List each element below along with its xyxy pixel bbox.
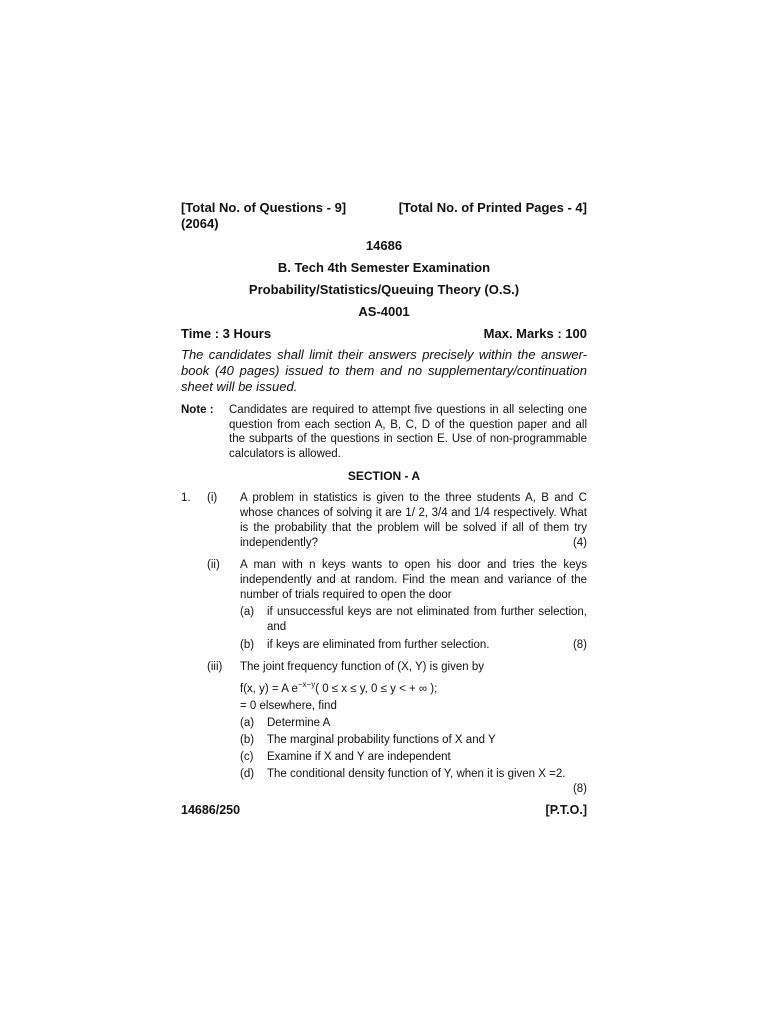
subpart-text: A problem in statistics is given to the three students A, B and C whose chances of solving it are 1/ 2, 3/4 and 1/4 respectively. What is the probability that the problem will be solved if all of them try independently? (240, 492, 587, 549)
option-a: (a) if unsuccessful keys are not eliminated from further selection, and (240, 606, 587, 633)
part-c: (c) Examine if X and Y are independent (240, 750, 451, 763)
question-number: 1. (181, 492, 191, 504)
marks: (8) (572, 782, 587, 795)
option-b: (b) if keys are eliminated from further selection. (8) (240, 639, 587, 651)
question-1-iii (181, 660, 587, 675)
subject-code: AS-4001 (358, 304, 410, 319)
marks: (4) (572, 537, 587, 549)
exam-paper (181, 200, 587, 817)
section-title: SECTION - A (347, 469, 421, 483)
question-1 (181, 491, 587, 797)
paper-number: 14686 (365, 238, 403, 253)
subpart-label: (iii) (207, 661, 223, 673)
subpart-label: (i) (207, 492, 218, 504)
part-d: (d) The conditional density function of Y, when it is given X =2. (240, 767, 566, 780)
paper-code: (2064) (181, 216, 219, 231)
subpart-text: The joint frequency function of (X, Y) is given by (240, 661, 484, 673)
total-pages: [Total No. of Printed Pages - 4] (398, 200, 587, 215)
part-b: (b) The marginal probability functions of X and Y (240, 733, 496, 746)
note-text: Candidates are required to attempt five questions in all selecting one question from each section A, B, C, D of the question paper and all the subparts of the questions in section E. Use of non-programmable calculators is allowed. (229, 404, 587, 460)
max-marks: Max. Marks : 100 (483, 326, 587, 341)
footer-code: 14686/250 (181, 802, 241, 817)
time-allowed: Time : 3 Hours (181, 326, 272, 341)
candidate-instructions: The candidates shall limit their answers precisely within the answer-book (40 pages) issued to them and no supplementary/continuation sheet will be issued. (181, 347, 587, 394)
subpart-text: A man with n keys wants to open his door and tries the keys independently and at random. Find the mean and variance of the number of trials required to open the door (240, 559, 587, 601)
note-label: Note : (181, 404, 214, 416)
header-top-row (181, 200, 587, 216)
subpart-label: (ii) (207, 559, 220, 571)
pto-label: [P.T.O.] (545, 802, 587, 817)
time-marks-row (181, 326, 587, 341)
part-a: (a) Determine A (240, 716, 331, 729)
question-1-i (181, 491, 587, 551)
elsewhere-text: = 0 elsewhere, find (240, 699, 337, 712)
page-footer (181, 803, 587, 817)
marks: (8) (572, 639, 587, 651)
subject-title: Probability/Statistics/Queuing Theory (O.S.) (248, 282, 520, 297)
total-questions: [Total No. of Questions - 9] (181, 200, 347, 215)
question-1-ii (181, 558, 587, 603)
note-block (181, 403, 587, 461)
exam-title: B. Tech 4th Semester Examination (277, 260, 491, 275)
joint-frequency-formula: f(x, y) = A $e^{-x-y}$( 0 ≤ x ≤ y, 0 ≤ y < + ∞ ); (240, 680, 438, 695)
